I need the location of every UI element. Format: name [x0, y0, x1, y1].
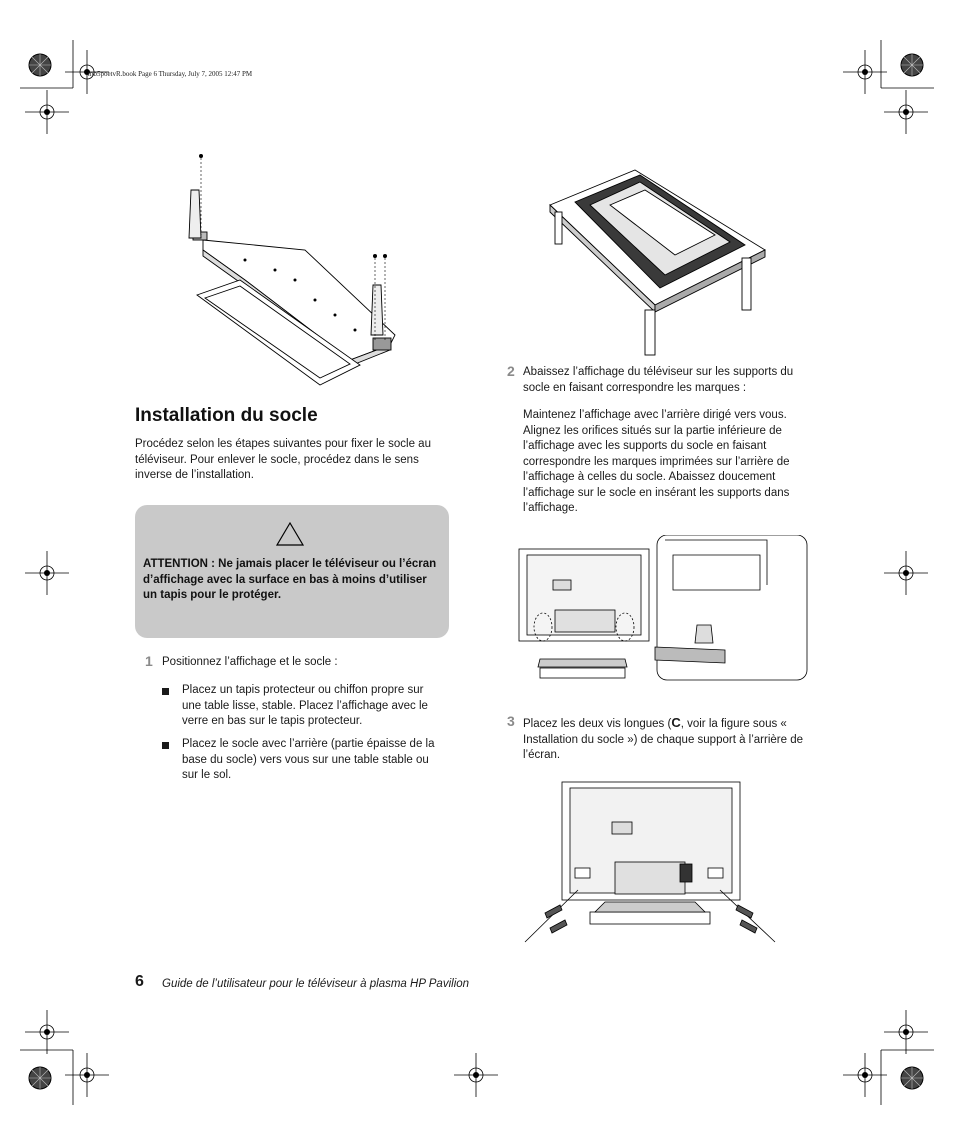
crosshair-mark — [884, 551, 928, 595]
bullet-icon — [162, 688, 169, 695]
caution-box — [135, 505, 449, 638]
part-letter: C — [671, 715, 681, 730]
page-number: 6 — [135, 973, 144, 990]
crosshair-mark — [843, 1053, 887, 1097]
step-number: 1 — [145, 653, 153, 669]
step-text: Abaissez l’affichage du téléviseur sur les supports du socle en faisant correspondre les marques : — [523, 366, 794, 394]
display-on-table-illustration — [545, 160, 770, 360]
crosshair-mark — [65, 1053, 109, 1097]
step-text — [523, 715, 813, 764]
crosshair-mark — [25, 551, 69, 595]
screw-insertion-illustration — [520, 780, 780, 945]
footer-title: Guide de l’utilisateur pour le téléviseur à plasma HP Pavilion — [162, 978, 470, 990]
section-intro: Procédez selon les étapes suivantes pour fixer le socle au téléviseur. Pour enlever le socle, procédez dans le sens inverse de l’installation. — [135, 438, 431, 481]
bullet-text: Placez un tapis protecteur ou chiffon propre sur une table lisse, stable. Placez l’affichage avec le verre en bas sur le tapis protecteur. — [182, 684, 428, 727]
bullet-text: Placez le socle avec l’arrière (partie épaisse de la base du socle) vers vous sur une table stable ou sur le sol. — [182, 738, 435, 781]
step-number: 3 — [507, 713, 515, 729]
rear-alignment-illustration — [515, 535, 810, 685]
crosshair-mark — [25, 1010, 69, 1054]
step-text-part: Placez les deux vis longues ( — [523, 718, 672, 730]
section-title: Installation du socle — [135, 405, 318, 426]
warning-triangle-icon — [275, 521, 305, 547]
rosette-mark — [29, 54, 51, 76]
crosshair-mark — [843, 50, 887, 94]
rosette-mark — [29, 1067, 51, 1089]
stand-base-illustration — [185, 150, 405, 390]
crosshair-mark — [454, 1053, 498, 1097]
crosshair-mark — [25, 90, 69, 134]
crosshair-mark — [884, 1010, 928, 1054]
step-text: Positionnez l’affichage et le socle : — [162, 656, 338, 668]
rosette-mark — [901, 54, 923, 76]
step-text-part: , voir la figure sous « Installation du socle ») de chaque support à l’arrière de l’écran. — [523, 718, 804, 761]
rosette-mark — [901, 1067, 923, 1089]
step-number: 2 — [507, 363, 515, 379]
caution-text: ATTENTION : Ne jamais placer le téléviseur ou l’écran d’affichage avec la surface en bas à moins d’utiliser un tapis pour le protéger. — [143, 558, 437, 601]
bullet-icon — [162, 742, 169, 749]
step-detail: Maintenez l’affichage avec l’arrière dirigé vers vous. Alignez les orifices situés sur la partie inférieure de l’affichage avec les supports du socle en faisant correspondre les marques imprimées sur l’arrière de l’affichage à celles du socle. Abaissez doucement l’affichage sur le socle en insérant les supports dans l’affichage. — [523, 409, 790, 514]
print-slug: mb5poetvR.book Page 6 Thursday, July 7, 2005 12:47 PM — [88, 70, 253, 78]
crosshair-mark — [884, 90, 928, 134]
